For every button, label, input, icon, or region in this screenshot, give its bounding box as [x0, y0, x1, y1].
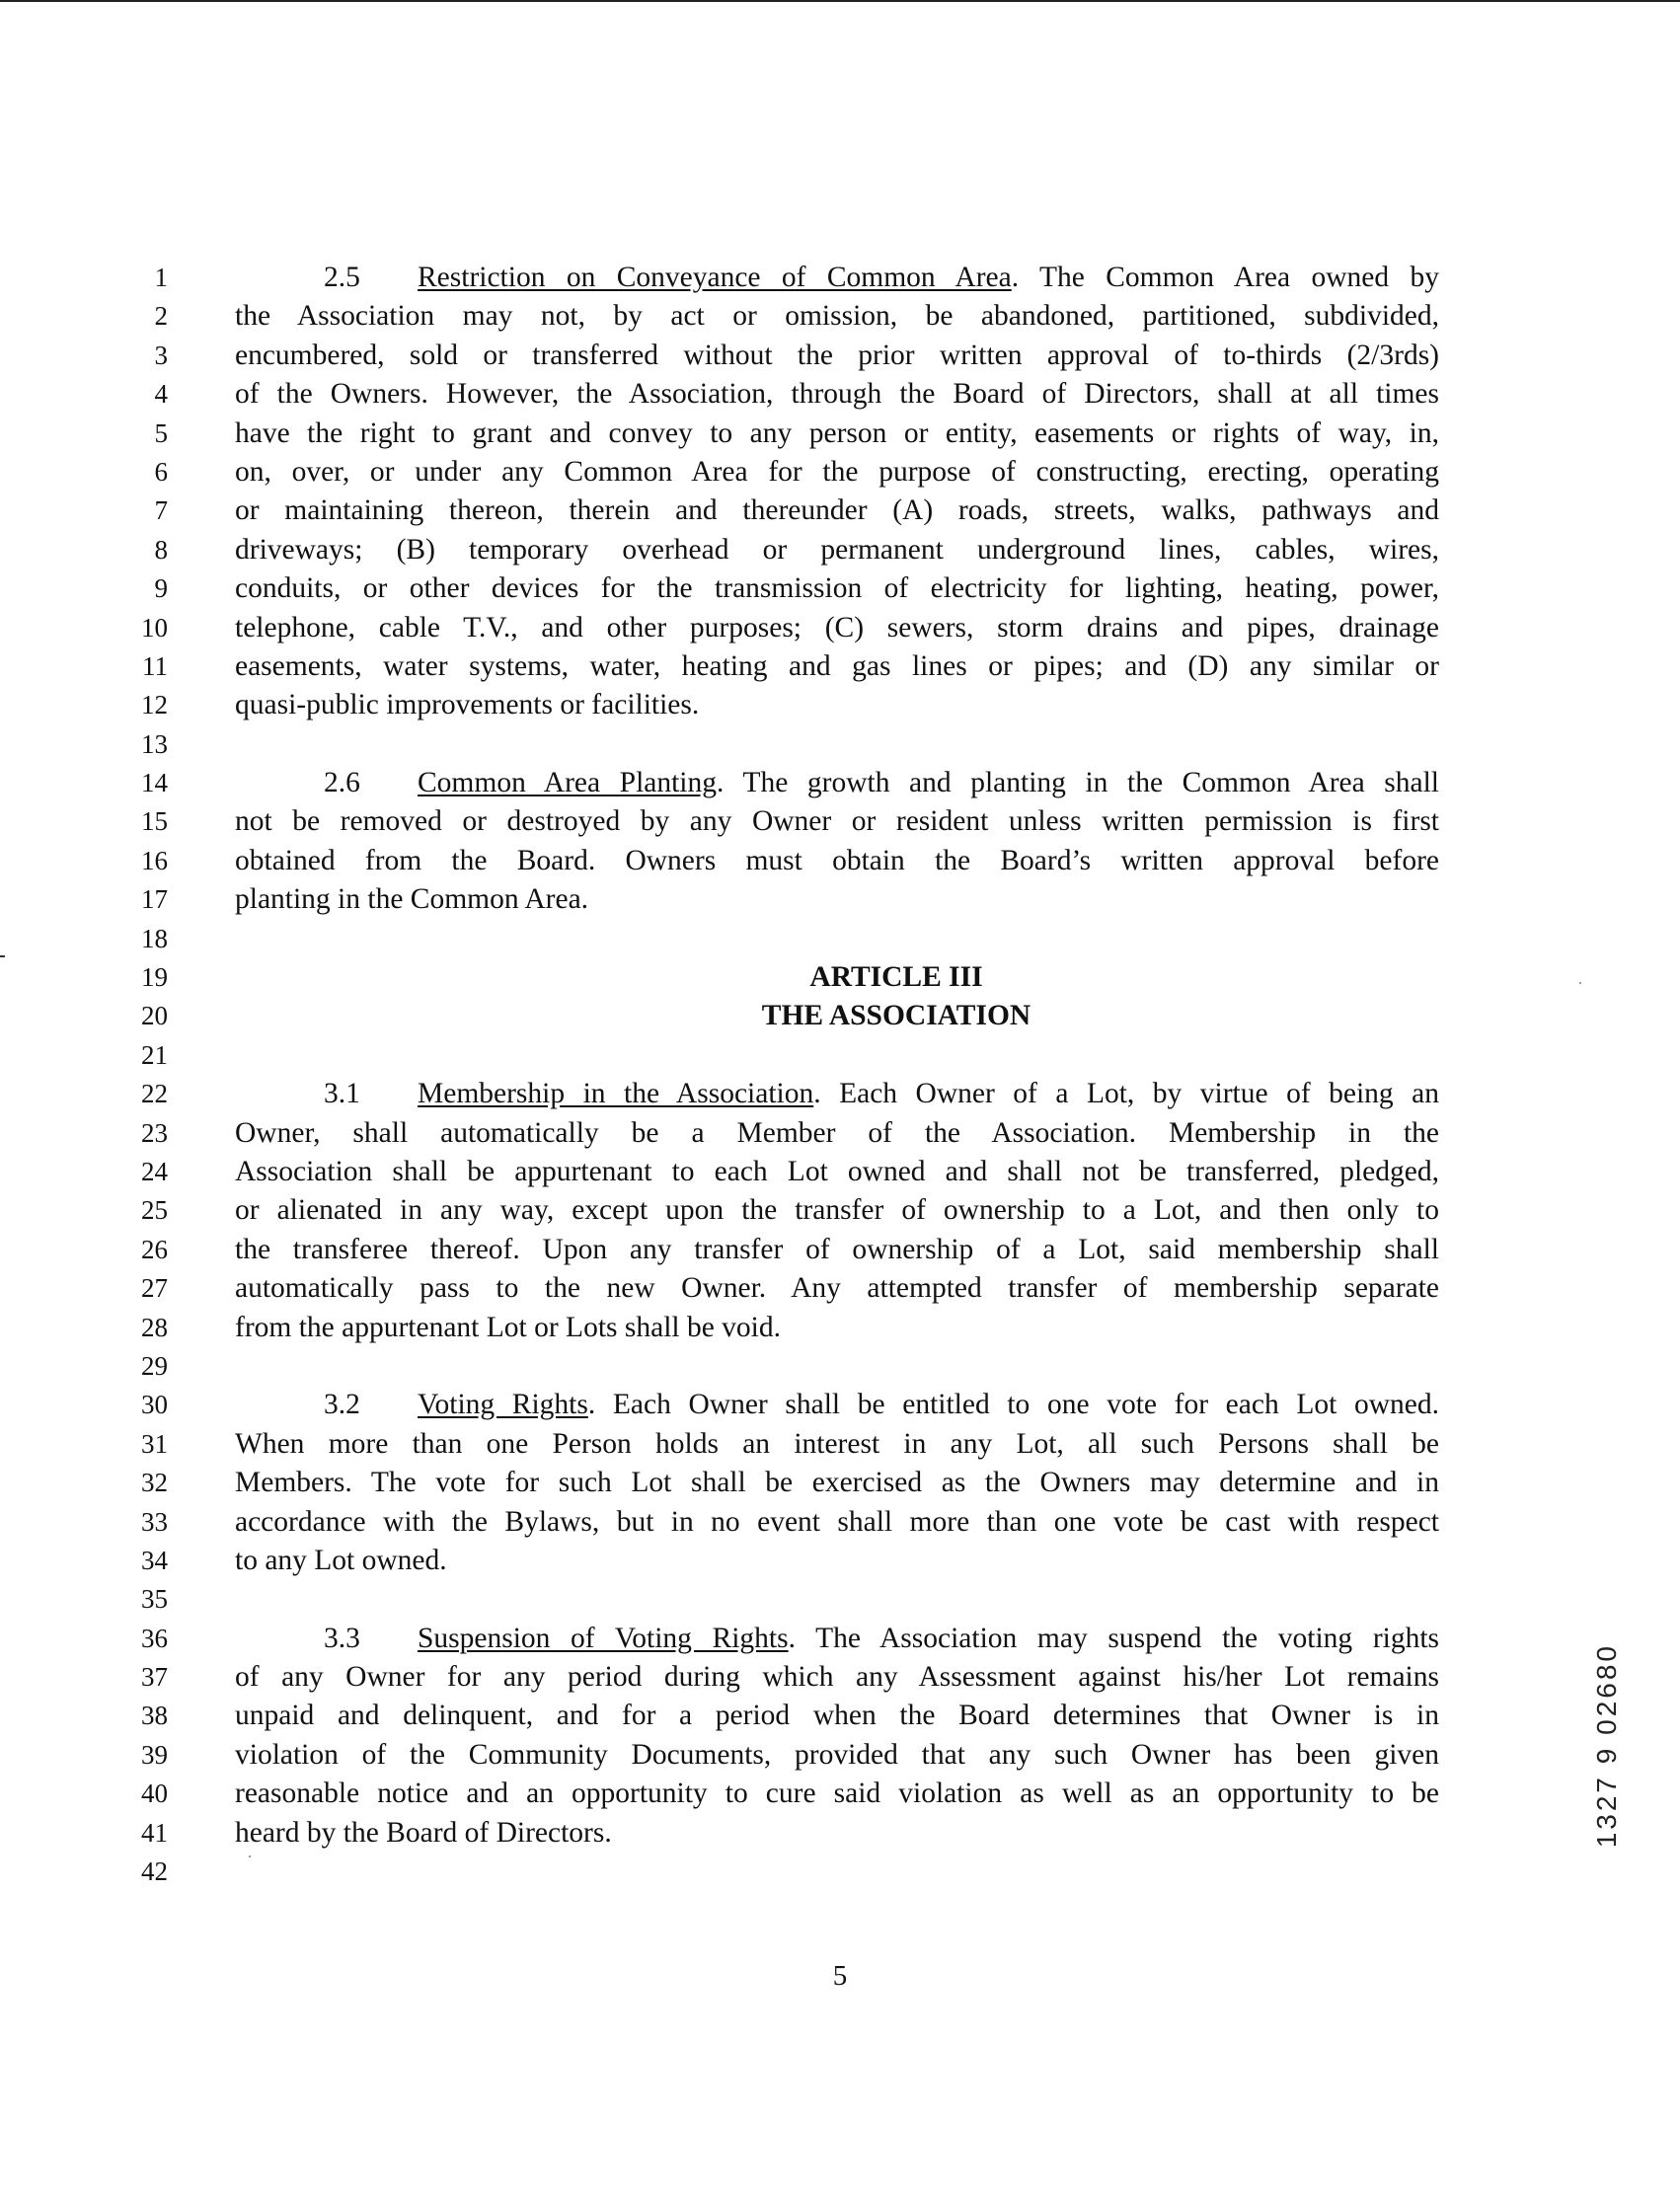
section-heading: Restriction on Conveyance of Common Area	[418, 262, 1012, 293]
section-line: the Association may not, by act or omission, be abandoned, partitioned, subdivided,	[235, 300, 1439, 333]
section-line: driveways; (B) temporary overhead or permanent underground lines, cables, wires,	[235, 533, 1439, 566]
section-line: reasonable notice and an opportunity to cure said violation as well as an opportunity to be	[235, 1778, 1439, 1810]
line-number: 23	[141, 1117, 168, 1148]
section-number: 3.3	[324, 1622, 360, 1654]
line-number: 12	[141, 690, 168, 720]
line-number: 41	[141, 1817, 168, 1848]
line-number: 21	[141, 1039, 168, 1070]
line-number: 30	[141, 1390, 168, 1420]
line-number: 15	[141, 806, 168, 837]
line-number: 3	[154, 340, 168, 370]
article-number: ARTICLE III	[809, 961, 983, 994]
section-line: have the right to grant and convey to any person or entity, easements or rights of way, in,	[235, 416, 1439, 449]
line-number: 18	[141, 923, 168, 953]
line-number: 40	[141, 1779, 168, 1809]
line-number: 39	[141, 1739, 168, 1770]
section-line-text: . The growth and planting in the Common Area shall	[717, 767, 1440, 799]
scan-margin-mark	[0, 955, 5, 957]
section-heading: Common Area Planting	[418, 767, 718, 799]
line-number: 14	[141, 768, 168, 798]
line-number: 36	[141, 1623, 168, 1653]
section-line: or maintaining thereon, therein and thereunder (A) roads, streets, walks, pathways and	[235, 494, 1439, 527]
line-number: 28	[141, 1312, 168, 1342]
scan-top-border	[0, 0, 1680, 2]
section-line: from the appurtenant Lot or Lots shall be void.	[235, 1311, 781, 1343]
section-line: conduits, or other devices for the transmission of electricity for lighting, heating, power,	[235, 572, 1439, 605]
section-number: 2.5	[324, 262, 360, 293]
section-line: on, over, or under any Common Area for the purpose of constructing, erecting, operating	[235, 455, 1439, 488]
line-number: 13	[141, 728, 168, 759]
section-line: violation of the Community Documents, provided that any such Owner has been given	[235, 1738, 1439, 1771]
page-number: 5	[832, 1960, 848, 1992]
blank-line	[235, 1347, 1439, 1386]
line-number: 4	[154, 379, 168, 410]
section-first-line	[235, 764, 1439, 802]
line-number: 11	[142, 650, 168, 681]
section-number: 2.6	[324, 767, 360, 799]
section-line-text: . Each Owner shall be entitled to one vote for each Lot owned.	[587, 1389, 1439, 1421]
line-number: 1	[154, 263, 168, 292]
scan-speck	[249, 1855, 251, 1857]
line-number: 37	[141, 1662, 168, 1693]
section-number: 3.1	[324, 1078, 360, 1110]
section-first-line	[235, 259, 1439, 297]
line-number: 20	[141, 1001, 168, 1031]
section-number: 3.2	[324, 1389, 360, 1421]
section-line: of any Owner for any period during which any Assessment against his/her Lot remains	[235, 1661, 1439, 1694]
section-line: the transferee thereof. Upon any transfer of ownership of a Lot, said membership shall	[235, 1233, 1439, 1265]
line-number: 32	[141, 1468, 168, 1498]
section-first-line	[235, 1386, 1439, 1424]
line-number: 25	[141, 1195, 168, 1226]
line-number: 29	[141, 1350, 168, 1381]
section-line: unpaid and delinquent, and for a period when the Board determines that Owner is in	[235, 1700, 1439, 1732]
line-number: 35	[141, 1584, 168, 1615]
section-line-text: . The Common Area owned by	[1011, 262, 1439, 293]
section-3-3	[235, 1620, 1439, 1853]
section-line: encumbered, sold or transferred without the prior written approval of to-thirds (2/3rds)	[235, 339, 1439, 371]
line-number: 5	[154, 417, 168, 448]
section-3-2	[235, 1386, 1439, 1580]
blank-line	[235, 725, 1439, 764]
line-number: 24	[141, 1156, 168, 1186]
document-body	[235, 259, 1439, 1853]
blank-line	[235, 920, 1439, 958]
section-line: Owner, shall automatically be a Member of the Association. Membership in the	[235, 1116, 1439, 1149]
line-number: 19	[141, 962, 168, 993]
section-line: accordance with the Bylaws, but in no event shall more than one vote be cast with respect	[235, 1505, 1439, 1538]
line-number: 10	[141, 612, 168, 643]
section-line: easements, water systems, water, heating and gas lines or pipes; and (D) any similar or	[235, 649, 1439, 682]
line-number: 33	[141, 1506, 168, 1537]
line-number: 31	[141, 1428, 168, 1459]
section-line: to any Lot owned.	[235, 1544, 447, 1576]
line-number: 38	[141, 1701, 168, 1731]
line-number: 26	[141, 1234, 168, 1264]
section-heading: Suspension of Voting Rights	[418, 1622, 789, 1654]
line-number: 7	[154, 495, 168, 526]
article-title: THE ASSOCIATION	[761, 1000, 1031, 1032]
section-line-text: . Each Owner of a Lot, by virtue of being an	[813, 1078, 1439, 1110]
section-line: or alienated in any way, except upon the transfer of ownership to a Lot, and then only to	[235, 1194, 1439, 1227]
line-number: 17	[141, 884, 168, 915]
line-number: 16	[141, 845, 168, 875]
section-line: When more than one Person holds an interest in any Lot, all such Persons shall be	[235, 1427, 1439, 1460]
docket-stamp: 1327 9 02680	[1591, 1643, 1622, 1849]
blank-line	[235, 1580, 1439, 1619]
line-number: 6	[154, 456, 168, 487]
line-number-column	[128, 259, 168, 1891]
section-line: obtained from the Board. Owners must obtain the Board’s written approval before	[235, 844, 1439, 876]
line-number: 42	[141, 1856, 168, 1887]
section-heading: Voting Rights	[418, 1389, 588, 1421]
section-2-5	[235, 259, 1439, 725]
line-number: 34	[141, 1545, 168, 1575]
section-line: Members. The vote for such Lot shall be exercised as the Owners may determine and in	[235, 1467, 1439, 1499]
section-line: planting in the Common Area.	[235, 883, 589, 916]
section-heading: Membership in the Association	[418, 1078, 814, 1110]
line-number: 22	[141, 1079, 168, 1109]
section-first-line	[235, 1620, 1439, 1658]
line-number: 9	[154, 573, 168, 604]
section-line: telephone, cable T.V., and other purposes; (C) sewers, storm drains and pipes, drainage	[235, 611, 1439, 643]
blank-line	[235, 1036, 1439, 1075]
section-line: not be removed or destroyed by any Owner or resident unless written permission is first	[235, 805, 1439, 838]
section-3-1	[235, 1075, 1439, 1347]
section-line: of the Owners. However, the Association, through the Board of Directors, shall at all times	[235, 378, 1439, 411]
line-number: 2	[154, 301, 168, 332]
section-2-6	[235, 764, 1439, 920]
section-line-text: . The Association may suspend the voting rights	[788, 1622, 1440, 1654]
section-line: automatically pass to the new Owner. Any attempted transfer of membership separate	[235, 1272, 1439, 1305]
section-line: quasi-public improvements or facilities.	[235, 689, 700, 721]
line-number: 27	[141, 1273, 168, 1304]
section-first-line	[235, 1075, 1439, 1113]
section-line: Association shall be appurtenant to each Lot owned and shall not be transferred, pledged,	[235, 1155, 1439, 1187]
section-line: heard by the Board of Directors.	[235, 1816, 612, 1849]
scan-speck	[1579, 982, 1581, 984]
line-number: 8	[154, 534, 168, 565]
